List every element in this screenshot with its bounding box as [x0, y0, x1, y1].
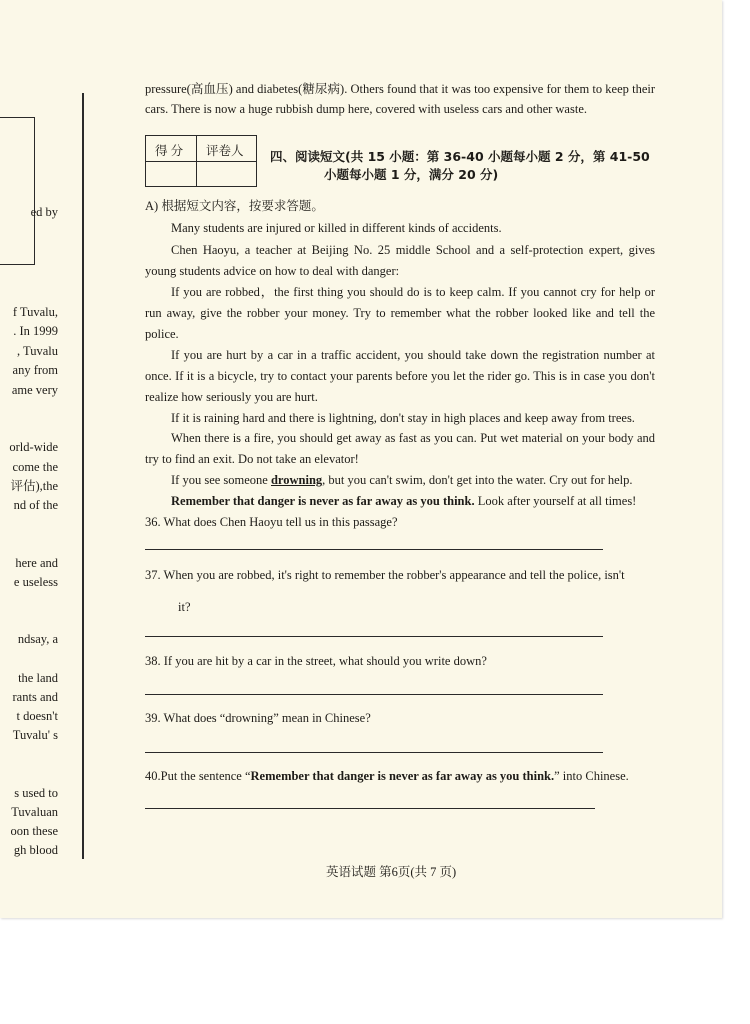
key-sentence: Remember that danger is never as far away as you think. [171, 494, 475, 508]
strip-text: t doesn't [16, 709, 58, 723]
section-title-line: 小题每小题 1 分，满分 20 分) [324, 167, 499, 182]
binding-rule [82, 93, 84, 859]
strip-text: any from [12, 363, 58, 377]
strip-text: orld-wide [9, 440, 58, 454]
passage-paragraph: If it is raining hard and there is lightning, don't stay in high places and keep away from trees. [171, 411, 635, 425]
strip-text: , Tuvalu [17, 344, 58, 358]
strip-text: e useless [13, 575, 58, 589]
strip-text: nd of the [13, 498, 58, 512]
strip-text: . In 1999 [13, 324, 58, 338]
strip-text: ndsay, a [17, 632, 58, 646]
passage-paragraph: If you are hurt by a car in a traffic accident, you should take down the registration number at once. If it is a bicycle, try to contact your parents before you let the rider go. This is in case you don't realize how seriously you are hurt. [145, 348, 655, 404]
passage-paragraph [145, 470, 655, 491]
strip-text: here and [15, 556, 58, 570]
section-title [270, 148, 655, 184]
strip-text: 评估),the [10, 479, 58, 493]
answer-line-39[interactable] [145, 752, 603, 753]
passage-paragraph: If you are robbed，the first thing you should do is to keep calm. If you cannot cry for help or run away, give the robber your money. Try to remember what the robber looked like and tell the police. [145, 285, 655, 341]
table-divider [196, 136, 197, 186]
passage-paragraph: When there is a fire, you should get away as fast as you can. Put wet material on your body and try to find an exit. Do not take an elevator! [145, 431, 655, 466]
score-label: 得 分 [155, 144, 184, 158]
question-40 [145, 766, 655, 786]
page-footer: 英语试题 第6页(共 7 页) [326, 865, 457, 879]
drowning-word: drowning [270, 473, 323, 487]
question-38: 38. If you are hit by a car in the street, what should you write down? [145, 654, 487, 668]
adjacent-page-box [0, 117, 35, 265]
strip-text: oon these [10, 824, 58, 838]
question-39: 39. What does “drowning” mean in Chinese? [145, 711, 371, 725]
question-36: 36. What does Chen Haoyu tell us in this passage? [145, 515, 398, 529]
section-title-line: 四、阅读短文(共 15 小题：第 36-40 小题每小题 2 分，第 41-50 [270, 149, 650, 164]
strip-text: gh blood [13, 843, 58, 857]
passage-text: Look after yourself at all times! [474, 494, 637, 508]
answer-line-36[interactable] [145, 549, 603, 550]
passage-paragraph: Chen Haoyu, a teacher at Beijing No. 25 middle School and a self-protection expert, gives young students advice on how to deal with danger: [145, 243, 655, 278]
grader-label: 评卷人 [206, 144, 244, 158]
strip-text: the land [18, 671, 58, 685]
question-text: 40.Put the sentence “ [145, 769, 251, 783]
strip-text: rants and [12, 690, 58, 704]
question-37 [145, 565, 655, 617]
answer-line-38[interactable] [145, 694, 603, 695]
passage-paragraph [145, 491, 655, 512]
answer-line-40[interactable] [145, 808, 595, 809]
continued-paragraph: pressure(高血压) and diabetes(糖尿病). Others found that it was too expensive for them to keep their cars. There is now a huge rubbish dump here, covered with useless cars and other waste. [145, 82, 655, 116]
passage-paragraph: Many students are injured or killed in different kinds of accidents. [171, 221, 502, 235]
passage-text: If you see someone [171, 473, 271, 487]
strip-text: Tuvaluan [11, 805, 58, 819]
strip-text: ame very [11, 383, 58, 397]
question-text: ” into Chinese. [554, 769, 629, 783]
key-sentence: Remember that danger is never as far away as you think. [250, 769, 555, 783]
answer-line-37[interactable] [145, 636, 603, 637]
score-table [145, 135, 257, 187]
strip-text: come the [12, 460, 58, 474]
passage-text: , but you can't swim, don't get into the water. Cry out for help. [322, 473, 633, 487]
strip-text: s used to [14, 786, 58, 800]
strip-text: f Tuvalu, [12, 305, 58, 319]
adjacent-page-strip [0, 0, 60, 918]
question-text: it? [178, 600, 191, 614]
part-a-instruction: A) 根据短文内容，按要求答题。 [145, 199, 324, 213]
strip-text: ed by [30, 205, 58, 219]
table-divider [146, 161, 256, 162]
strip-text: Tuvalu' s [12, 728, 58, 742]
question-text: 37. When you are robbed, it's right to remember the robber's appearance and tell the police, isn't [145, 568, 625, 582]
